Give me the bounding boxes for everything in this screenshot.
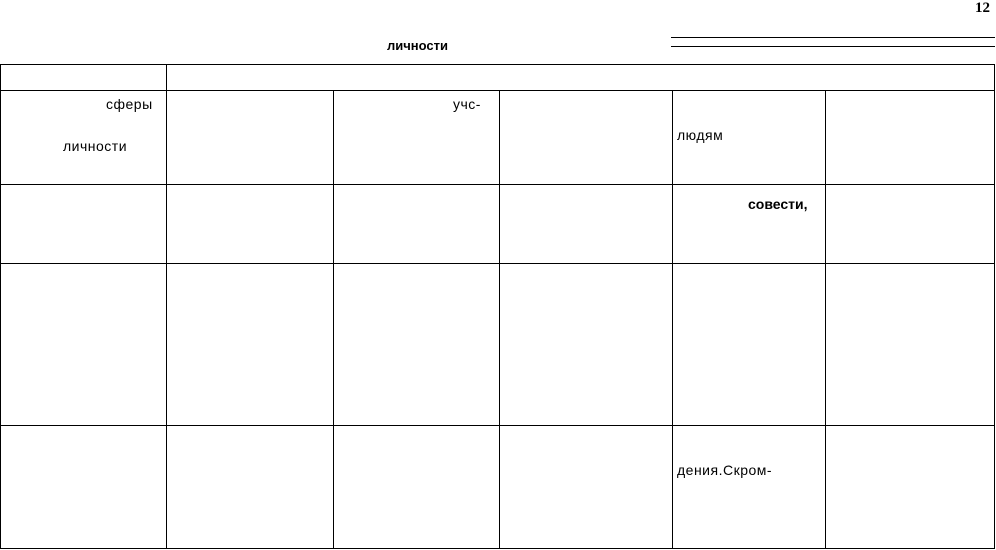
table-line-header-bottom: [0, 90, 995, 91]
table-line-top: [0, 64, 995, 65]
table-line-right: [994, 64, 995, 549]
table-line-col1: [166, 64, 167, 549]
table-line-left: [0, 64, 1, 549]
table-line-bottom: [0, 548, 995, 549]
table-line-col4: [672, 90, 673, 549]
row1-col1-line2: личности: [63, 138, 128, 154]
table-caption: личности: [387, 38, 449, 53]
table-line-col3: [499, 90, 500, 549]
row1-col1-line1: сферы: [106, 96, 153, 112]
page-number: 12: [975, 0, 990, 16]
row4-col5-text: дения.Скром-: [677, 462, 773, 478]
table-line-row1-bottom: [0, 184, 995, 185]
table-line-row3-bottom: [0, 425, 995, 426]
row1-col3-text: учс-: [453, 96, 481, 112]
table-line-col5: [825, 90, 826, 549]
table-line-row2-bottom: [0, 263, 995, 264]
row2-col5-text: совести,: [748, 196, 808, 212]
row1-col5-text: людям: [677, 127, 724, 143]
table-line-col2: [333, 90, 334, 549]
